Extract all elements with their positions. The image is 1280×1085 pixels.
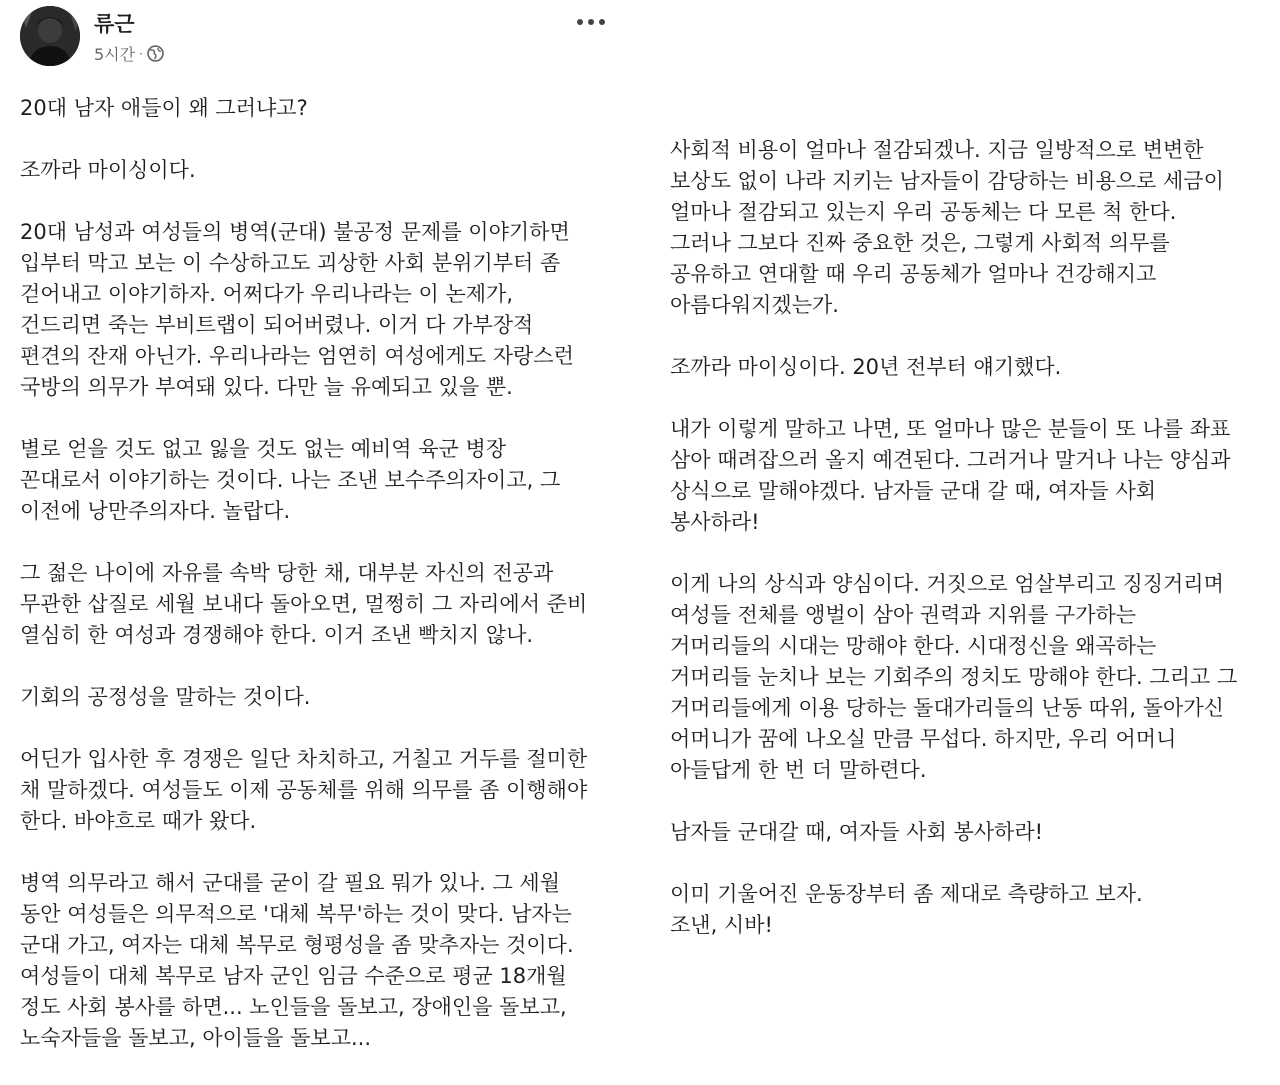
paragraph [20, 155, 630, 186]
text-line: 조낸, 시바! [670, 913, 773, 937]
text-line: 별로 얻을 것도 없고 잃을 것도 없는 예비역 육군 병장 [20, 437, 507, 461]
text-line: 무관한 삽질로 세월 보내다 돌아오면, 멀쩡히 그 자리에서 준비 [20, 592, 588, 616]
text-line: 공유하고 연대할 때 우리 공동체가 얼마나 건강해지고 [670, 262, 1157, 286]
post-header [20, 6, 620, 70]
text-line: 여성들 전체를 앵벌이 삼아 권력과 지위를 구가하는 [670, 603, 1137, 627]
text-line: 기회의 공정성을 말하는 것이다. [20, 685, 311, 709]
text-line: 어머니가 꿈에 나오실 만큼 무섭다. 하지만, 우리 어머니 [670, 727, 1177, 751]
text-line: 꼰대로서 이야기하는 것이다. 나는 조낸 보수주의자이고, 그 [20, 468, 561, 492]
paragraph [670, 569, 1270, 786]
text-line: 노숙자들을 돌보고, 아이들을 돌보고... [20, 1026, 372, 1050]
text-line: 거머리들에게 이용 당하는 돌대가리들의 난동 따위, 돌아가신 [670, 696, 1224, 720]
paragraph [20, 682, 630, 713]
paragraph [20, 93, 630, 124]
text-line: 정도 사회 봉사를 하면... 노인들을 돌보고, 장애인을 돌보고, [20, 995, 567, 1019]
paragraph [670, 879, 1270, 941]
post-screenshot-left [0, 0, 640, 1064]
text-line: 입부터 막고 보는 이 수상하고도 괴상한 사회 분위기부터 좀 [20, 251, 561, 275]
text-line: 건드리면 죽는 부비트랩이 되어버렸나. 이거 다 가부장적 [20, 313, 534, 337]
text-line: 열심히 한 여성과 경쟁해야 한다. 이거 조낸 빡치지 않나. [20, 623, 534, 647]
paragraph [20, 744, 630, 837]
paragraph [20, 434, 630, 527]
paragraph [670, 352, 1270, 383]
text-line: 얼마나 절감되고 있는지 우리 공동체는 다 모른 척 한다. [670, 200, 1177, 224]
meta-separator: · [139, 46, 143, 61]
text-line: 내가 이렇게 말하고 나면, 또 얼마나 많은 분들이 또 나를 좌표 [670, 417, 1231, 441]
text-line: 봉사하라! [670, 510, 760, 534]
text-line: 그 젊은 나이에 자유를 속박 당한 채, 대부분 자신의 전공과 [20, 561, 554, 585]
text-line: 여성들이 대체 복무로 남자 군인 임금 수준으로 평균 18개월 [20, 964, 567, 988]
text-line: 20대 남성과 여성들의 병역(군대) 불공정 문제를 이야기하면 [20, 220, 570, 244]
paragraph [670, 817, 1270, 848]
post-screenshot-right [640, 0, 1280, 1064]
paragraph [20, 558, 630, 651]
text-line: 어딘가 입사한 후 경쟁은 일단 차치하고, 거칠고 거두를 절미한 [20, 747, 588, 771]
text-line: 조까라 마이싱이다. 20년 전부터 얘기했다. [670, 355, 1062, 379]
text-line: 군대 가고, 여자는 대체 복무로 형평성을 좀 맞추자는 것이다. [20, 933, 574, 957]
paragraph [20, 217, 630, 403]
text-line: 거머리들의 시대는 망해야 한다. 시대정신을 왜곡하는 [670, 634, 1157, 658]
text-line: 남자들 군대갈 때, 여자들 사회 봉사하라! [670, 820, 1044, 844]
text-line: 이미 기울어진 운동장부터 좀 제대로 측량하고 보자. [670, 882, 1143, 906]
more-options-icon[interactable] [573, 10, 609, 34]
avatar[interactable] [20, 6, 80, 66]
text-line: 이전에 낭만주의자다. 놀랍다. [20, 499, 291, 523]
text-line: 아들답게 한 번 더 말하련다. [670, 758, 927, 782]
text-line: 병역 의무라고 해서 군대를 굳이 갈 필요 뭐가 있나. 그 세월 [20, 871, 561, 895]
author-name[interactable]: 류근 [94, 12, 135, 36]
text-line: 한다. 바야흐로 때가 왔다. [20, 809, 257, 833]
text-line: 사회적 비용이 얼마나 절감되겠나. 지금 일방적으로 변변한 [670, 138, 1204, 162]
text-line: 채 말하겠다. 여성들도 이제 공동체를 위해 의무를 좀 이행해야 [20, 778, 588, 802]
paragraph [20, 868, 630, 1054]
paragraph [670, 135, 1270, 321]
text-line: 동안 여성들은 의무적으로 '대체 복무'하는 것이 맞다. 남자는 [20, 902, 572, 926]
text-line: 거머리들 눈치나 보는 기회주의 정치도 망해야 한다. 그리고 그 [670, 665, 1238, 689]
post-body-right [670, 135, 1270, 972]
post-timestamp[interactable]: 5시간 [94, 45, 136, 64]
text-line: 국방의 의무가 부여돼 있다. 다만 늘 유예되고 있을 뿐. [20, 375, 513, 399]
post-meta [94, 42, 164, 65]
avatar-photo-icon [20, 6, 80, 66]
text-line: 20대 남자 애들이 왜 그러냐고? [20, 96, 308, 120]
text-line: 편견의 잔재 아닌가. 우리나라는 엄연히 여성에게도 자랑스런 [20, 344, 574, 368]
text-line: 이게 나의 상식과 양심이다. 거짓으로 엄살부리고 징징거리며 [670, 572, 1224, 596]
text-line: 그러나 그보다 진짜 중요한 것은, 그렇게 사회적 의무를 [670, 231, 1170, 255]
text-line: 아름다워지겠는가. [670, 293, 839, 317]
text-line: 상식으로 말해야겠다. 남자들 군대 갈 때, 여자들 사회 [670, 479, 1157, 503]
text-line: 삼아 때려잡으러 올지 예견된다. 그러거나 말거나 나는 양심과 [670, 448, 1231, 472]
post-body-left [20, 93, 630, 1085]
text-line: 조까라 마이싱이다. [20, 158, 196, 182]
globe-icon[interactable] [147, 45, 164, 62]
text-line: 걷어내고 이야기하자. 어쩌다가 우리나라는 이 논제가, [20, 282, 514, 306]
paragraph [670, 414, 1270, 538]
text-line: 보상도 없이 나라 지키는 남자들이 감당하는 비용으로 세금이 [670, 169, 1224, 193]
